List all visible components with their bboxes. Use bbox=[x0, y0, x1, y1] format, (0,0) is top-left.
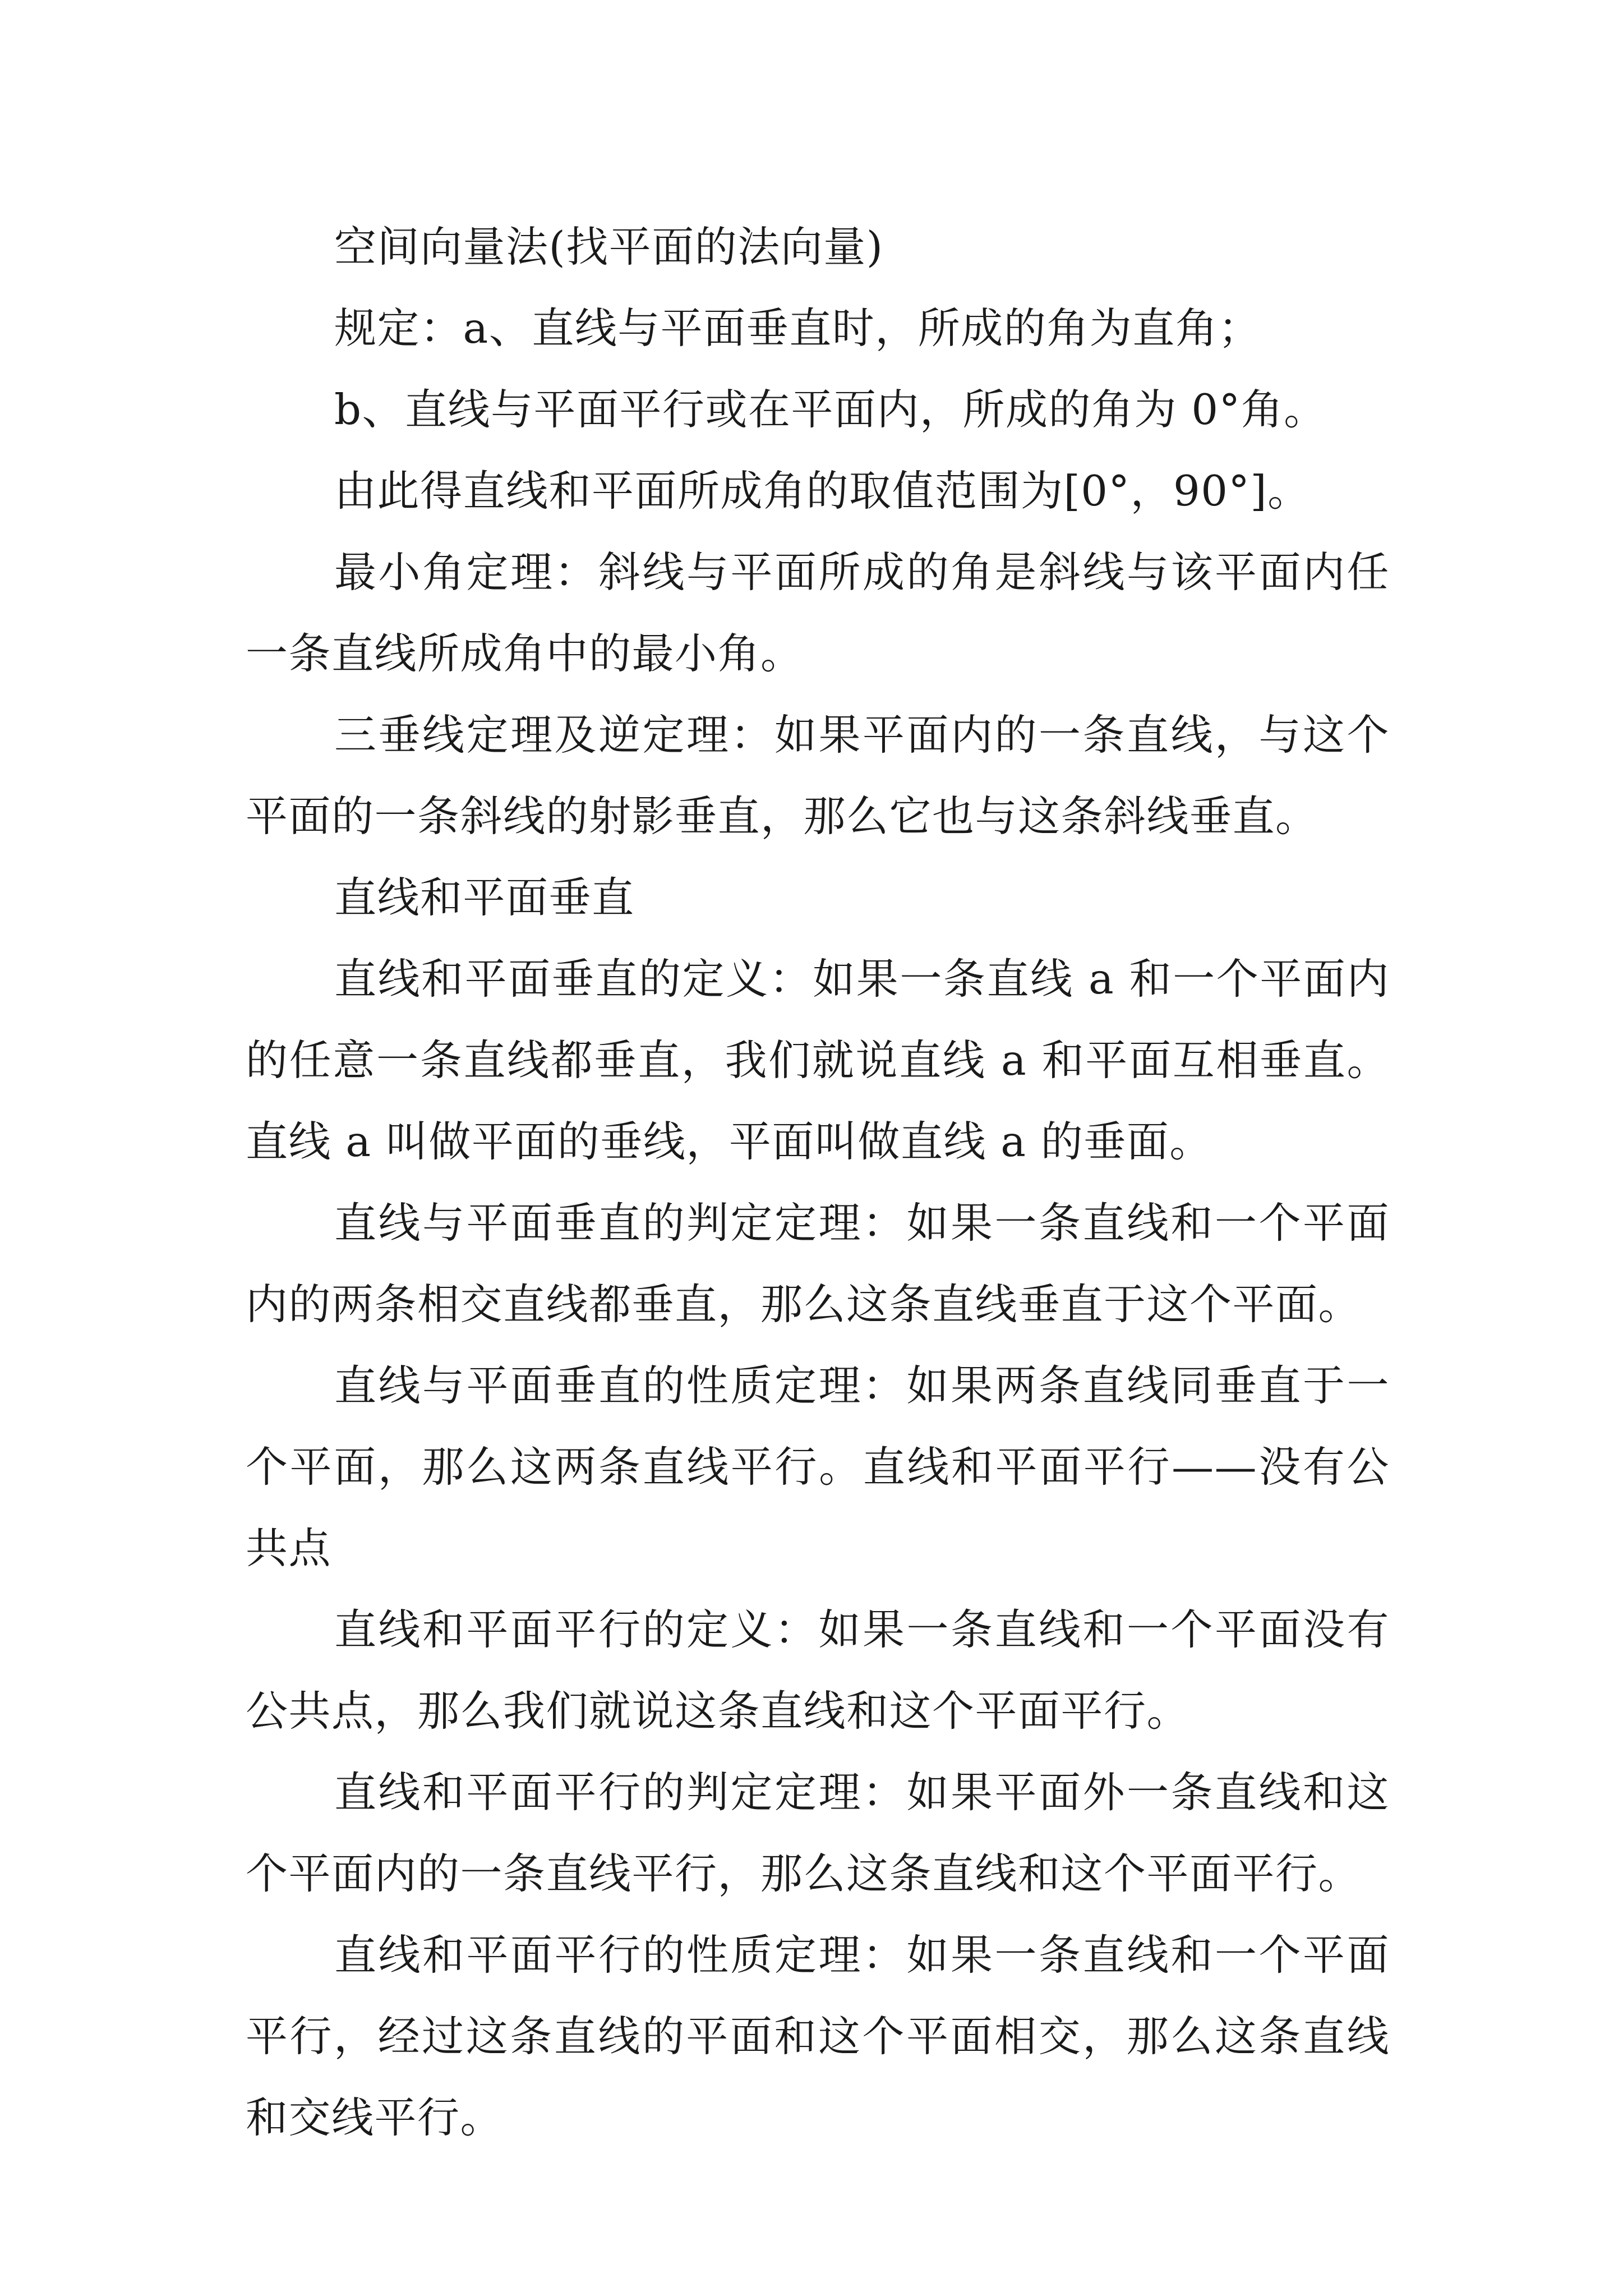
paragraph-angle-range: 由此得直线和平面所成角的取值范围为[0°，90°]。 bbox=[334, 466, 1311, 516]
paragraph-heading-perpendicular: 直线和平面垂直 bbox=[334, 873, 635, 922]
paragraph-rule-a: 规定：a、直线与平面垂直时，所成的角为直角； bbox=[334, 303, 1261, 353]
paragraph-parallel-property: 直线和平面平行的性质定理：如果一条直线和一个平面平行，经过这条直线的平面和这个平面相交，那么这条直线和交线平行。 bbox=[246, 1930, 1390, 2142]
paragraph-rule-b: b、直线与平面平行或在平面内，所成的角为 0°角。 bbox=[334, 385, 1327, 434]
document-body bbox=[246, 206, 1390, 2159]
paragraph-perpendicular-definition: 直线和平面垂直的定义：如果一条直线 a 和一个平面内的任意一条直线都垂直，我们就说直线 a 和平面互相垂直。直线 a 叫做平面的垂线，平面叫做直线 a 的垂面。 bbox=[246, 954, 1390, 1166]
paragraph-parallel-criterion: 直线和平面平行的判定定理：如果平面外一条直线和这个平面内的一条直线平行，那么这条直线和这个平面平行。 bbox=[246, 1768, 1390, 1898]
paragraph-perpendicular-criterion: 直线与平面垂直的判定定理：如果一条直线和一个平面内的两条相交直线都垂直，那么这条直线垂直于这个平面。 bbox=[246, 1198, 1390, 1329]
paragraph-perpendicular-property: 直线与平面垂直的性质定理：如果两条直线同垂直于一个平面，那么这两条直线平行。直线和平面平行——没有公共点 bbox=[246, 1361, 1390, 1573]
paragraph-parallel-definition: 直线和平面平行的定义：如果一条直线和一个平面没有公共点，那么我们就说这条直线和这个平面平行。 bbox=[246, 1605, 1390, 1736]
paragraph-vector-method: 空间向量法(找平面的法向量) bbox=[334, 222, 884, 272]
paragraph-min-angle-theorem: 最小角定理：斜线与平面所成的角是斜线与该平面内任一条直线所成角中的最小角。 bbox=[246, 547, 1390, 678]
paragraph-three-perpendiculars: 三垂线定理及逆定理：如果平面内的一条直线，与这个平面的一条斜线的射影垂直，那么它也与这条斜线垂直。 bbox=[246, 710, 1390, 841]
